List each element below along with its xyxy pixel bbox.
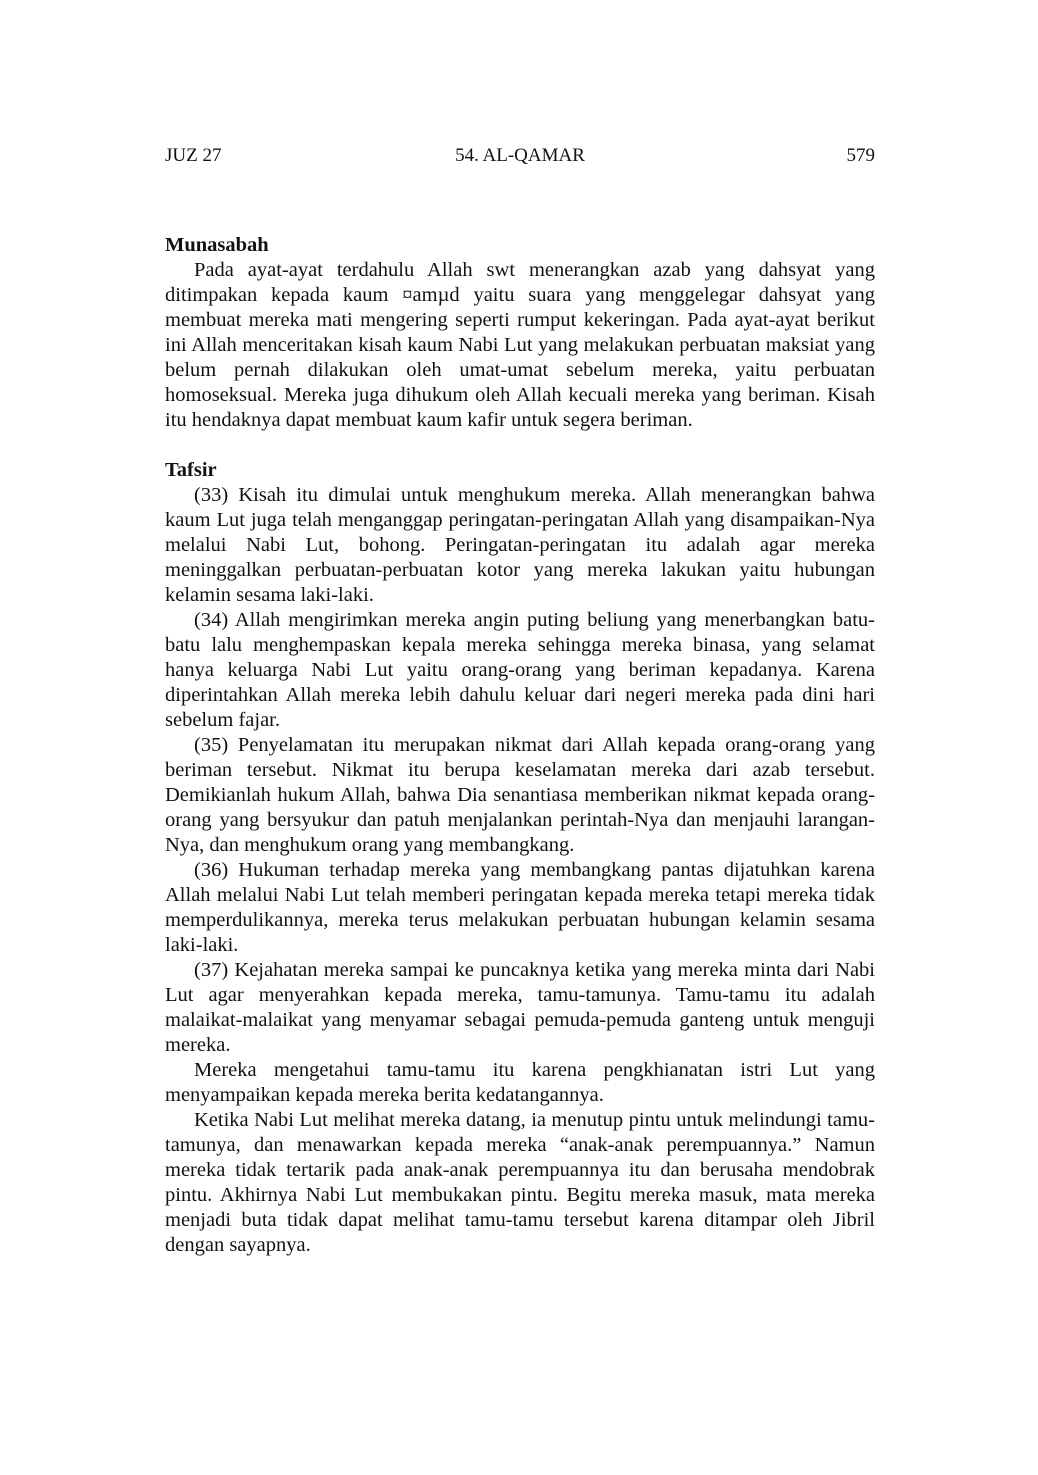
munasabah-section (165, 233, 875, 433)
munasabah-paragraph: Pada ayat-ayat terdahulu Allah swt menerangkan azab yang dahsyat yang ditimpakan kepada kaum ¤amµd yaitu suara yang menggelegar dahsyat yang membuat mereka mati mengering seperti rumput kekeringan. Pada ayat-ayat berikut ini Allah menceritakan kisah kaum Nabi Lut yang melakukan perbuatan maksiat yang belum pernah dilakukan oleh umat-umat sebelum mereka, yaitu perbuatan homoseksual. Mereka juga dihukum oleh Allah kecuali mereka yang beriman. Kisah itu hendaknya dapat membuat kaum kafir untuk segera beriman. (165, 259, 875, 431)
tafsir-paragraph-continuation-1: Mereka mengetahui tamu-tamu itu karena pengkhianatan istri Lut yang menyampaikan kepada mereka berita kedatangannya. (165, 1059, 875, 1106)
tafsir-paragraph-34: (34) Allah mengirimkan mereka angin puting beliung yang menerbangkan batu-batu lalu menghempaskan kepala mereka sehingga mereka binasa, yang selamat hanya keluarga Nabi Lut yaitu orang-orang yang beriman kepadanya. Karena diperintahkan Allah mereka lebih dahulu keluar dari negeri mereka pada dini hari sebelum fajar. (165, 609, 875, 731)
tafsir-paragraph-33: (33) Kisah itu dimulai untuk menghukum mereka. Allah menerangkan bahwa kaum Lut juga telah menganggap peringatan-peringatan Allah yang disampaikan-Nya melalui Nabi Lut, bohong. Peringatan-peringatan itu adalah agar mereka meninggalkan perbuatan-perbuatan kotor yang mereka lakukan yaitu hubungan kelamin sesama laki-laki. (165, 484, 875, 606)
page-header (165, 145, 875, 173)
tafsir-paragraph-37: (37) Kejahatan mereka sampai ke puncaknya ketika yang mereka minta dari Nabi Lut agar menyerahkan kepada mereka, tamu-tamunya. Tamu-tamu itu adalah malaikat-malaikat yang menyamar sebagai pemuda-pemuda ganteng untuk menguji mereka. (165, 959, 875, 1056)
tafsir-paragraph-36: (36) Hukuman terhadap mereka yang membangkang pantas dijatuhkan karena Allah melalui Nabi Lut telah memberi peringatan kepada mereka tetapi mereka tidak memperdulikannya, mereka terus melakukan perbuatan hubungan kelamin sesama laki-laki. (165, 859, 875, 956)
juz-label: JUZ 27 (165, 145, 222, 166)
tafsir-paragraph-continuation-2: Ketika Nabi Lut melihat mereka datang, ia menutup pintu untuk melindungi tamu-tamunya, dan menawarkan kepada mereka “anak-anak perempuannya.” Namun mereka tidak tertarik pada anak-anak perempuannya itu dan berusaha mendobrak pintu. Akhirnya Nabi Lut membukakan pintu. Begitu mereka masuk, mata mereka menjadi buta tidak dapat melihat tamu-tamu tersebut karena ditampar oleh Jibril dengan sayapnya. (165, 1109, 875, 1256)
tafsir-paragraph-35: (35) Penyelamatan itu merupakan nikmat dari Allah kepada orang-orang yang beriman tersebut. Nikmat itu berupa keselamatan mereka dari azab tersebut. Demikianlah hukum Allah, bahwa Dia senantiasa memberikan nikmat kepada orang-orang yang bersyukur dan patuh menjalankan perintah-Nya dan menjauhi larangan-Nya, dan menghukum orang yang membangkang. (165, 734, 875, 856)
page-body (165, 233, 875, 1258)
tafsir-heading: Tafsir (165, 459, 217, 481)
munasabah-heading: Munasabah (165, 234, 269, 256)
page-number: 579 (846, 145, 875, 166)
tafsir-section (165, 458, 875, 1258)
surah-title: 54. AL-QAMAR (455, 145, 585, 166)
